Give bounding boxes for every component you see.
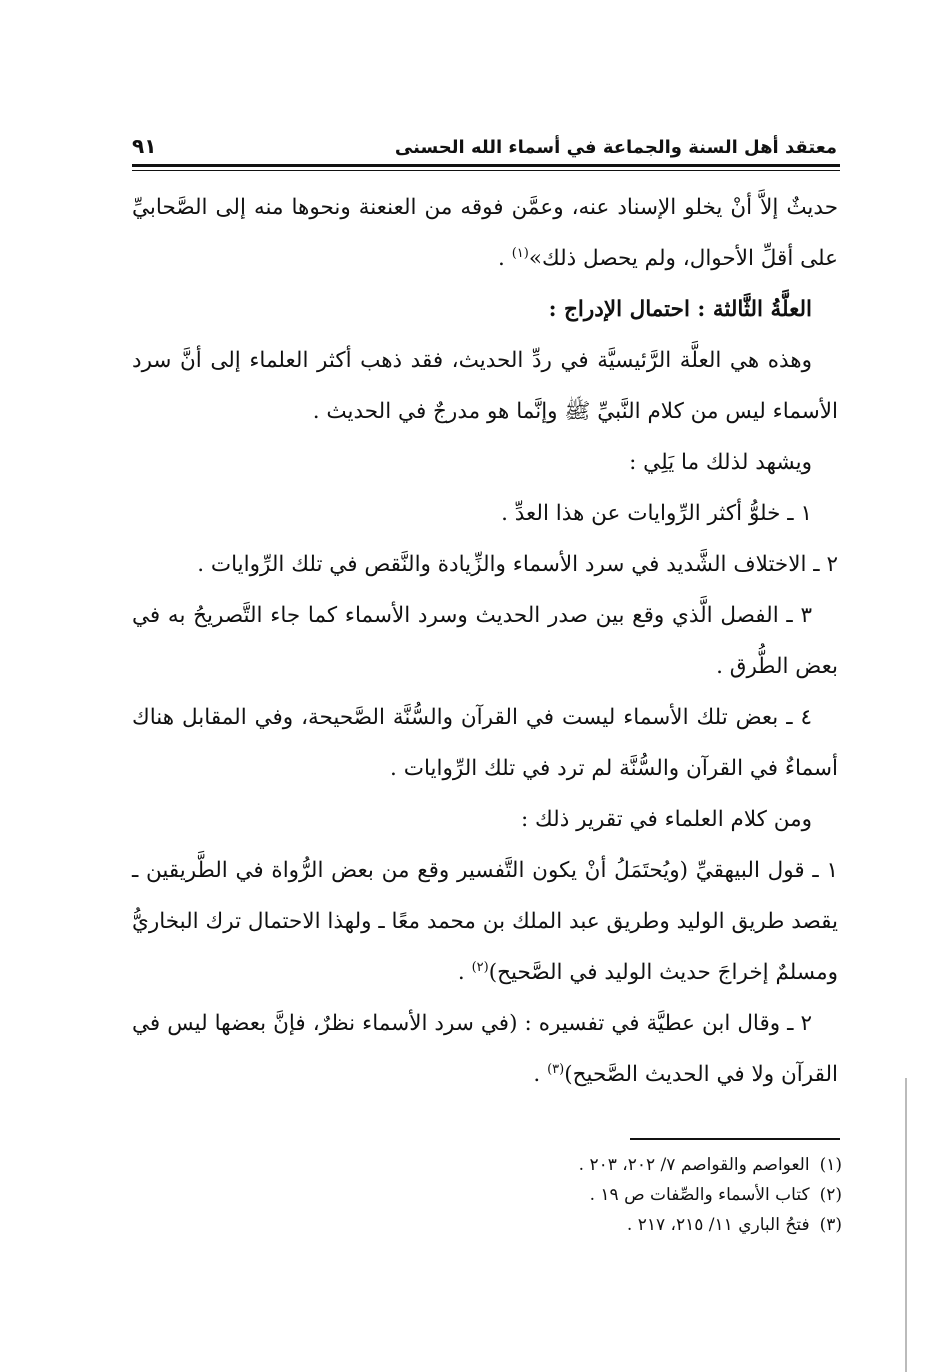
quote-end: . — [533, 1062, 548, 1087]
quote-text: ٢ ـ وقال ابن عطيَّة في تفسيره : (في سرد الأسماء نظرٌ، فإنَّ بعضها ليس في القرآن ولا في الحديث الصَّحيح) — [132, 1011, 838, 1087]
footnote-number: (٢) — [819, 1185, 842, 1205]
main-text — [132, 182, 838, 1100]
header-rule-thin — [132, 170, 840, 171]
footnote-marker[interactable]: (٢) — [471, 959, 489, 975]
quote-text: ١ ـ قول البيهقيِّ (ويُحتَمَلُ أنْ يكون التَّفسير وقع من بعض الرُّواة في الطَّريقين ـ يقصد طريق الوليد وطريق عبد الملك بن محمد معًا ـ ولهذا الاحتمال ترك البخاريُّ ومسلمٌ إخراجَ حديث الوليد في الصَّحيح) — [132, 858, 838, 985]
footnotes — [400, 1150, 842, 1240]
paragraph: ويشهد لذلك ما يَلِي : — [629, 450, 812, 475]
paragraph-text: حديثٌ إلاَّ أنْ يخلو الإسناد عنه، وعمَّن فوقه من العنعنة ونحوها منه إلى الصَّحابيِّ على أقلِّ الأحوال، ولم يحصل ذلك» — [132, 195, 838, 271]
scan-margin-line — [905, 1078, 907, 1372]
header-rule-thick — [132, 164, 840, 167]
page-header — [132, 118, 837, 158]
footnote — [400, 1180, 842, 1210]
quote-item — [132, 845, 838, 998]
footnote-number: (٣) — [819, 1215, 842, 1235]
footnote-text: فتحُ الباري ١١/ ٢١٥، ٢١٧ . — [626, 1215, 810, 1235]
paragraph: وهذه هي العلَّة الرَّئيسيَّة في ردِّ الحديث، فقد ذهب أكثر العلماء إلى أنَّ سرد الأسماء ليس من كلام النَّبيِّ ﷺ وإنَّما هو مدرجٌ في الحديث . — [132, 348, 838, 424]
running-title: معتقد أهل السنة والجماعة في أسماء الله الحسنى — [394, 137, 837, 158]
list-item: ٤ ـ بعض تلك الأسماء ليست في القرآن والسُّنَّة الصَّحيحة، وفي المقابل هناك أسماءٌ في القرآن والسُّنَّة لم ترد في تلك الرِّوايات . — [132, 705, 838, 781]
footnote-text: العواصم والقواصم ٧/ ٢٠٢، ٢٠٣ . — [578, 1155, 810, 1175]
paragraph-end: . — [498, 246, 512, 271]
paragraph: ومن كلام العلماء في تقرير ذلك : — [520, 807, 812, 832]
footnote-marker[interactable]: (٣) — [547, 1061, 565, 1077]
quote-end: . — [457, 960, 472, 985]
footnote-rule — [630, 1138, 840, 1140]
footnote-marker[interactable]: (١) — [511, 245, 529, 261]
section-heading: العلَّةُ الثَّالثة : احتمال الإدراج : — [548, 297, 812, 322]
page-number: ٩١ — [132, 134, 157, 158]
list-item: ٢ ـ الاختلاف الشَّديد في سرد الأسماء والزِّيادة والنَّقص في تلك الرِّوايات . — [197, 552, 838, 577]
footnote-number: (١) — [819, 1155, 842, 1175]
quote-item — [132, 998, 838, 1100]
footnote — [400, 1210, 842, 1240]
paragraph — [132, 182, 838, 284]
list-item: ١ ـ خلوُّ أكثر الرِّوايات عن هذا العدِّ . — [501, 501, 812, 526]
footnote-text: كتاب الأسماء والصِّفات ص ١٩ . — [589, 1185, 810, 1205]
list-item: ٣ ـ الفصل الَّذي وقع بين صدر الحديث وسرد الأسماء كما جاء التَّصريحُ به في بعض الطُّرق . — [132, 603, 838, 679]
footnote — [400, 1150, 842, 1180]
